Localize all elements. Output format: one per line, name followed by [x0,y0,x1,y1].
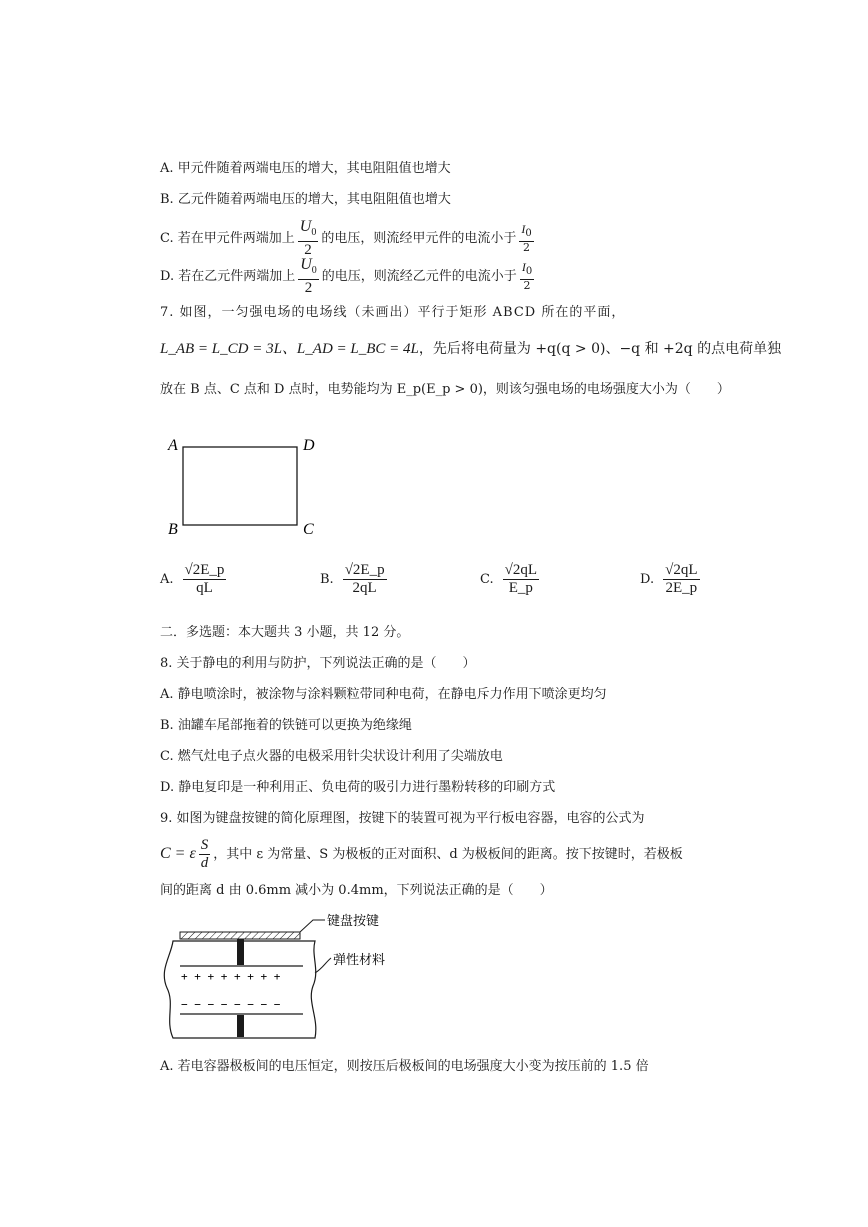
option-fraction: $\frac{√2qL}{2E\_p}$ [665,562,698,596]
q7-stem-line3: 放在 B 点、C 点和 D 点时，电势能均为 E_p(E_p > 0)，则该匀强电场的电场强度大小为（ ） [160,382,730,397]
q8-option-c: C. 燃气灶电子点火器的电极采用针尖状设计利用了尖端放电 [160,749,503,764]
q6-option-d-prefix: D. 若在乙元件两端加上 [160,269,296,284]
q7-stem-line2 [160,340,781,358]
u0-over-2-fraction: $\frac{U_0}{2}$ [300,256,317,296]
keyboard-capacitor-figure [155,908,435,1048]
section-2-heading: 二．多选题：本大题共 3 小题，共 12 分。 [160,625,410,640]
elastic-leader-line [315,958,331,973]
q9-stem-line2 [160,832,683,877]
q7-stem-line1: 7. 如图，一匀强电场的电场线（未画出）平行于矩形 ABCD 所在的平面， [160,305,626,320]
rectangle-abcd [183,447,297,525]
negative-charges: − − − − − − − − [181,998,281,1011]
vertex-d-label: D [303,437,315,454]
elastic-material-label: 弹性材料 [333,953,386,968]
i0-over-2-fraction: $\frac{I_0}{2}$ [521,260,533,292]
q8-stem: 8. 关于静电的利用与防护，下列说法正确的是（ ） [160,656,476,671]
q6-option-d [160,256,537,297]
q6-option-a: A. 甲元件随着两端电压的增大，其电阻阻值也增大 [160,161,451,176]
vertex-c-label: C [303,521,314,538]
positive-charges: + + + + + + + + [181,970,281,983]
option-fraction: $\frac{√2qL}{E\_p}$ [504,562,538,596]
q6-option-b: B. 乙元件随着两端电压的增大，其电阻阻值也增大 [160,192,451,207]
q7-option-a [160,562,229,597]
upper-stem [237,939,244,965]
option-fraction: $\frac{√2E\_p}{2qL}$ [344,562,385,596]
q7-option-d [640,562,703,597]
q9-stem-line3: 间的距离 d 由 0.6mm 减小为 0.4mm，下列说法正确的是（ ） [160,883,553,898]
option-label: B. [320,572,334,587]
capacitance-formula: C = ε [160,845,196,862]
q7-length-relations: L_AB = L_CD = 3L、L_AD = L_BC = 4L [160,341,419,357]
key-leader-line [300,920,325,932]
option-label: C. [480,572,494,587]
s-over-d-fraction: $\frac{S}{d}$ [200,837,209,871]
q7-rectangle-figure [160,430,330,542]
q8-option-b: B. 油罐车尾部拖着的铁链可以更换为绝缘绳 [160,718,412,733]
vertex-b-label: B [168,521,178,538]
q7-option-c [480,562,542,597]
i0-over-2-fraction: $\frac{I_0}{2}$ [521,222,532,254]
vertex-a-label: A [168,437,178,454]
key-cap [180,932,300,939]
q6-option-c-middle: 的电压，则流经甲元件的电流小于 [321,231,517,246]
q9-stem-line1: 9. 如图为键盘按键的简化原理图，按键下的装置可视为平行板电容器，电容的公式为 [160,811,645,826]
option-fraction: $\frac{√2E\_p}{qL}$ [184,562,225,596]
lower-stem [237,1015,244,1037]
key-label: 键盘按键 [327,914,380,929]
q8-option-a: A. 静电喷涂时，被涂物与涂料颗粒带同种电荷，在静电斥力作用下喷涂更均匀 [160,687,607,702]
option-label: D. [640,572,655,587]
option-label: A. [160,572,174,587]
q6-option-c [160,218,537,259]
q9-option-a: A. 若电容器极板间的电压恒定，则按压后极板间的电场强度大小变为按压前的 1.5 倍 [160,1059,649,1074]
q7-option-b [320,562,390,597]
q8-option-d: D. 静电复印是一种利用正、负电荷的吸引力进行墨粉转移的印刷方式 [160,780,556,795]
u0-over-2-fraction: $\frac{U_0}{2}$ [299,218,317,258]
q6-option-c-prefix: C. 若在甲元件两端加上 [160,231,295,246]
q9-formula-explanation: ，其中 ε 为常量、S 为极板的正对面积、d 为极板间的距离。按下按键时，若极板 [213,847,683,862]
q7-charges-text: ，先后将电荷量为 +q(q > 0)、−q 和 +2q 的点电荷单独 [418,341,782,357]
q6-option-d-middle: 的电压，则流经乙元件的电流小于 [321,269,517,284]
